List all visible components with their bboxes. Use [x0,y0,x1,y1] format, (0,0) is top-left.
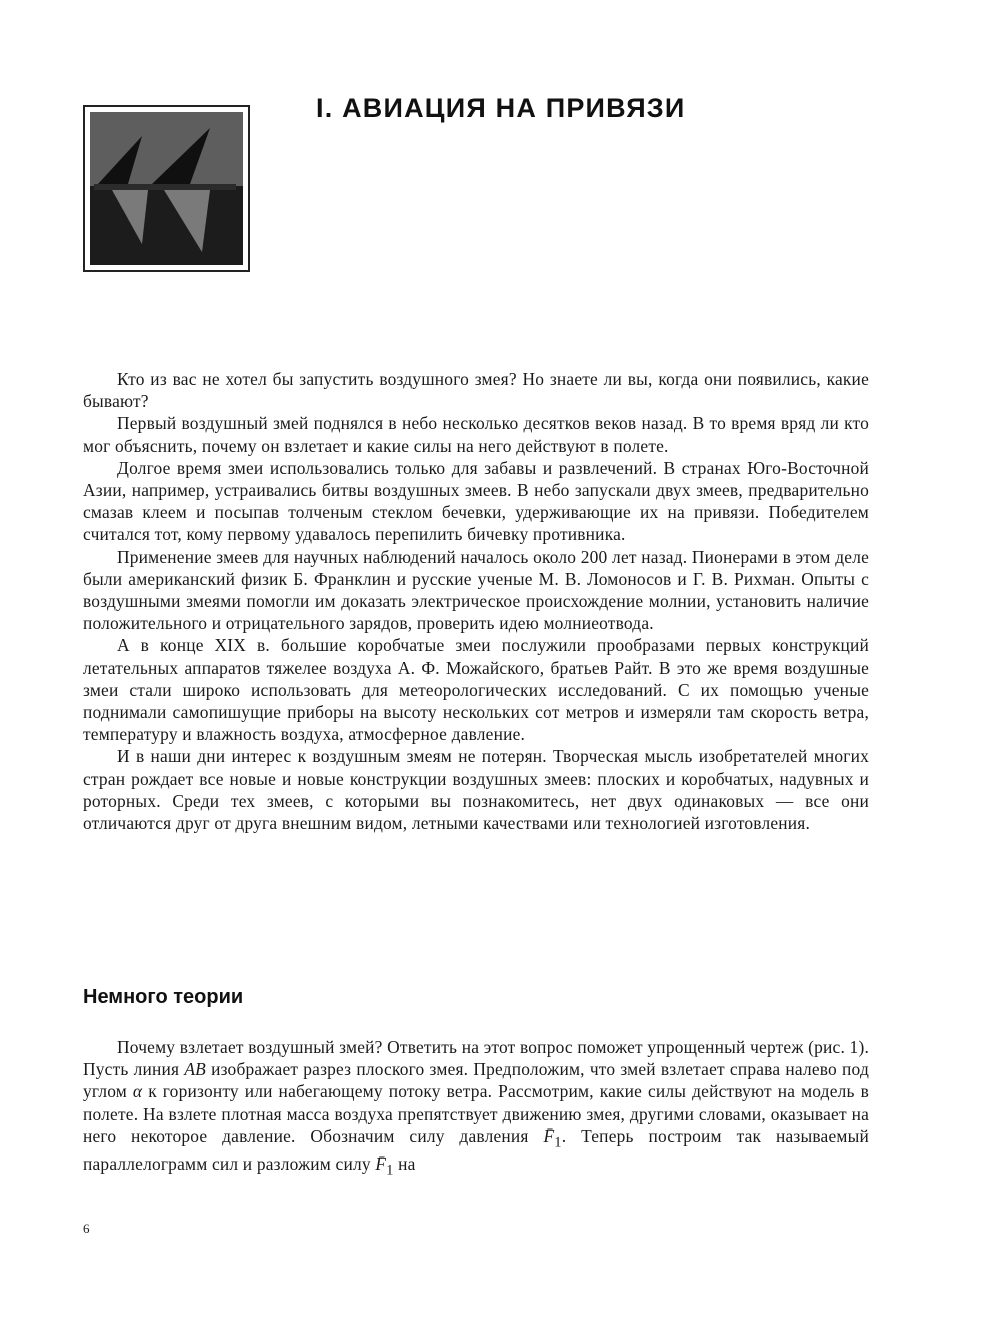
force-subscript: 1 [386,1162,394,1179]
chapter-title: I. АВИАЦИЯ НА ПРИВЯЗИ [316,93,686,123]
text-run: . Теперь построим так называемый параллелограмм сил и разложим силу [83,1125,869,1175]
text-run: Почему взлетает воздушный змей? Ответить на этот вопрос поможет упрощенный чертеж (рис. 1). Пусть линия [83,1037,869,1080]
intro-paragraph: Первый воздушный змей поднялся в небо несколько десятков веков назад. В то время вряд ли кто мог объяснить, почему он взлетает и какие силы на него действуют в полете. [83,413,869,456]
force-symbol: F̄ [375,1154,387,1175]
force-subscript: 1 [554,1134,562,1151]
force-symbol: F̄ [543,1125,555,1146]
text-run: на [393,1154,416,1175]
section-heading: Немного теории [83,986,244,1008]
theory-text [83,1036,869,1182]
intro-text [83,368,869,834]
angle-symbol: α [132,1081,143,1102]
intro-paragraph: А в конце XIX в. большие коробчатые змеи послужили прообразами первых конструкций летательных аппаратов тяжелее воздуха А. Ф. Можайского, братьев Райт. В это же время воздушные змеи стали широко использовать для метеорологических исследований. С их помощью ученые поднимали самопишущие приборы на высоту нескольких сот метров и измеряли там скорость ветра, температуру и влажность воздуха, атмосферное давление. [83,635,869,745]
intro-paragraph: Применение змеев для научных наблюдений началось около 200 лет назад. Пионерами в этом деле были американский физик Б. Франклин и русские ученые М. В. Ломоносов и Г. В. Рихман. Опыты с воздушными змеями помогли им доказать электрическое происхождение молнии, установить наличие положительного и отрицательного зарядов, проверить идею молниеотвода. [83,546,869,634]
theory-paragraph [83,1036,869,1182]
kite-chevrons-icon [90,112,243,265]
text-run: к горизонту или набегающему потоку ветра. Рассмотрим, какие силы действуют на модель в полете. На взлете плотная масса воздуха препятствует движению змея, другими словами, оказывает на него некоторое давление. Обозначим силу давления [83,1081,869,1146]
intro-paragraph: Кто из вас не хотел бы запустить воздушного змея? Но знаете ли вы, когда они появились, какие бывают? [83,369,869,412]
text-run: изображает разрез плоского змея. Предположим, что змей взлетает справа налево под углом [83,1059,869,1102]
intro-paragraph: Долгое время змеи использовались только для забавы и развлечений. В странах Юго-Восточной Азии, например, устраивались битвы воздушных змеев. В небо запускали двух змеев, предварительно смазав клеем и посыпав толченым стеклом бечевки, удерживающие их на привязи. Победителем считался тот, кому первому удавалось перепилить бичевку противника. [83,457,869,545]
line-label: AB [184,1059,206,1080]
chapter-emblem [83,105,250,272]
page-number: 6 [83,1221,90,1236]
intro-paragraph: И в наши дни интерес к воздушным змеям не потерян. Творческая мысль изобретателей многих стран рождает все новые и новые конструкции воздушных змеев: плоских и коробчатых, надувных и роторных. Среди тех змеев, с которыми вы познакомитесь, нет двух одинаковых — все они отличаются друг от друга внешним видом, летными качествами или технологией изготовления. [83,746,869,834]
